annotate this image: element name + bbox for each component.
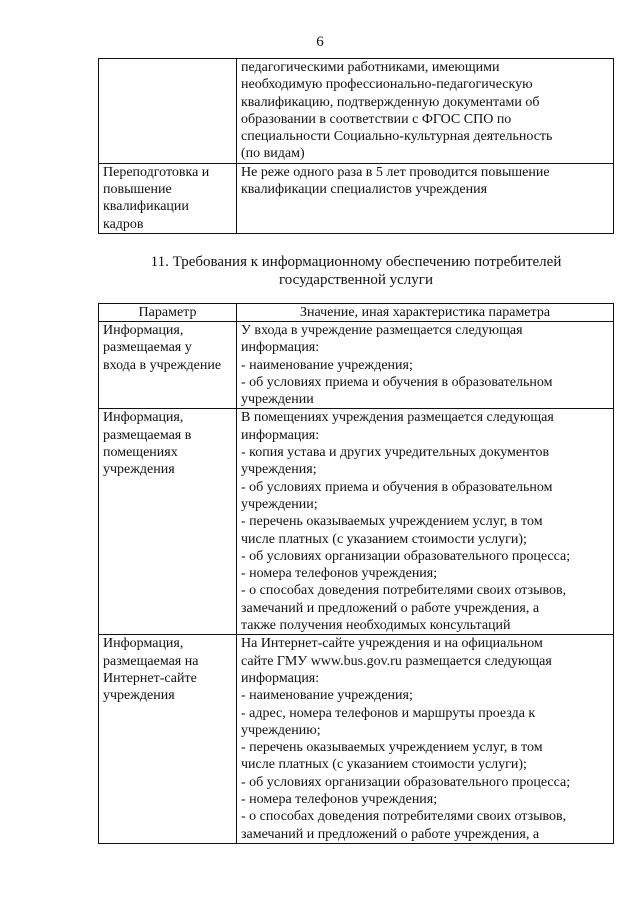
table-row: [99, 409, 614, 635]
value-line: - об условиях организации образовательного процесса;: [241, 774, 571, 790]
value-cell: [237, 322, 614, 409]
value-line: Не реже одного раза в 5 лет проводится повышение: [241, 164, 550, 180]
parameter-line: кадров: [103, 216, 144, 232]
value-line: - номера телефонов учреждения;: [241, 792, 438, 808]
parameter-cell: [99, 635, 237, 844]
value-line: - о способах доведения потребителями своих отзывов,: [241, 583, 567, 599]
value-line: информация:: [241, 670, 320, 686]
value-line: специальности Социально-культурная деятельность: [241, 129, 553, 145]
value-cell: [237, 163, 614, 233]
value-line: - наименование учреждения;: [241, 688, 413, 704]
value-line: - об условиях приема и обучения в образовательном: [241, 374, 553, 390]
parameter-line: квалификации: [103, 199, 189, 215]
table-row: [99, 59, 614, 164]
value-line: У входа в учреждение размещается следующая: [241, 323, 523, 338]
parameter-cell: [99, 163, 237, 233]
section-heading-line-1: 11. Требования к информационному обеспечению потребителей: [150, 254, 562, 270]
parameter-line: размещаемая в: [103, 427, 192, 443]
section-heading-line-2: государственной услуги: [279, 271, 433, 288]
value-line: В помещениях учреждения размещается следующая: [241, 410, 554, 426]
value-line: - наименование учреждения;: [241, 357, 413, 373]
value-line: сайте ГМУ www.bus.gov.ru размещается следующая: [241, 653, 552, 669]
page-number: 6: [316, 34, 324, 50]
value-line: педагогическими работниками, имеющими: [241, 60, 500, 75]
value-line: числе платных (с указанием стоимости услуги);: [241, 531, 527, 547]
parameter-cell: [99, 322, 237, 409]
value-line: информация:: [241, 427, 320, 443]
value-line: (по видам): [241, 146, 305, 162]
parameter-line: Информация,: [103, 636, 184, 652]
parameter-line: учреждения: [103, 688, 175, 704]
value-line: - копия устава и других учредительных документов: [241, 445, 550, 461]
table-header-row: [99, 304, 614, 322]
staffing-table: [98, 58, 614, 234]
parameter-line: размещаемая у: [103, 340, 192, 356]
parameter-line: Информация,: [103, 410, 184, 426]
value-line: - перечень оказываемых учреждением услуг, в том: [241, 514, 543, 530]
value-line: - адрес, номера телефонов и маршруты проезда к: [241, 705, 536, 721]
value-line: - об условиях организации образовательного процесса;: [241, 548, 571, 564]
value-line: информация:: [241, 340, 320, 356]
section-heading: [98, 254, 614, 289]
value-line: - перечень оказываемых учреждением услуг, в том: [241, 740, 543, 756]
parameter-line: Информация,: [103, 323, 184, 338]
parameter-line: Переподготовка и: [103, 164, 210, 180]
value-line: учреждении;: [241, 496, 318, 512]
information-requirements-table: [98, 303, 614, 844]
column-header-parameter: Параметр: [99, 304, 237, 322]
value-line: также получения необходимых консультаций: [241, 618, 511, 634]
column-header-value: Значение, иная характеристика параметра: [237, 304, 614, 322]
value-cell: [237, 635, 614, 844]
value-line: квалификации специалистов учреждения: [241, 182, 488, 198]
value-line: - номера телефонов учреждения;: [241, 566, 438, 582]
value-cell: [237, 59, 614, 164]
value-line: квалификацию, подтвержденную документами об: [241, 94, 540, 110]
parameter-line: повышение: [103, 182, 172, 198]
table-row: [99, 163, 614, 233]
parameter-cell: [99, 409, 237, 635]
value-line: замечаний и предложений о работе учреждения, а: [241, 600, 540, 616]
value-line: числе платных (с указанием стоимости услуги);: [241, 757, 527, 773]
value-line: образовании в соответствии с ФГОС СПО по: [241, 111, 512, 127]
parameter-line: учреждения: [103, 462, 175, 478]
parameter-cell: [99, 59, 237, 164]
value-line: На Интернет-сайте учреждения и на официальном: [241, 636, 543, 652]
parameter-line: Интернет-сайте: [103, 670, 197, 686]
parameter-line: помещениях: [103, 445, 178, 461]
value-line: необходимую профессионально-педагогическую: [241, 77, 533, 93]
table-row: [99, 635, 614, 844]
value-line: - о способах доведения потребителями своих отзывов,: [241, 809, 567, 825]
value-line: - об условиях приема и обучения в образовательном: [241, 479, 553, 495]
parameter-line: входа в учреждение: [103, 357, 222, 373]
value-line: учреждении: [241, 392, 314, 408]
value-cell: [237, 409, 614, 635]
value-line: учреждению;: [241, 722, 321, 738]
parameter-line: размещаемая на: [103, 653, 199, 669]
value-line: замечаний и предложений о работе учреждения, а: [241, 826, 540, 842]
value-line: учреждения;: [241, 462, 317, 478]
table-row: [99, 322, 614, 409]
